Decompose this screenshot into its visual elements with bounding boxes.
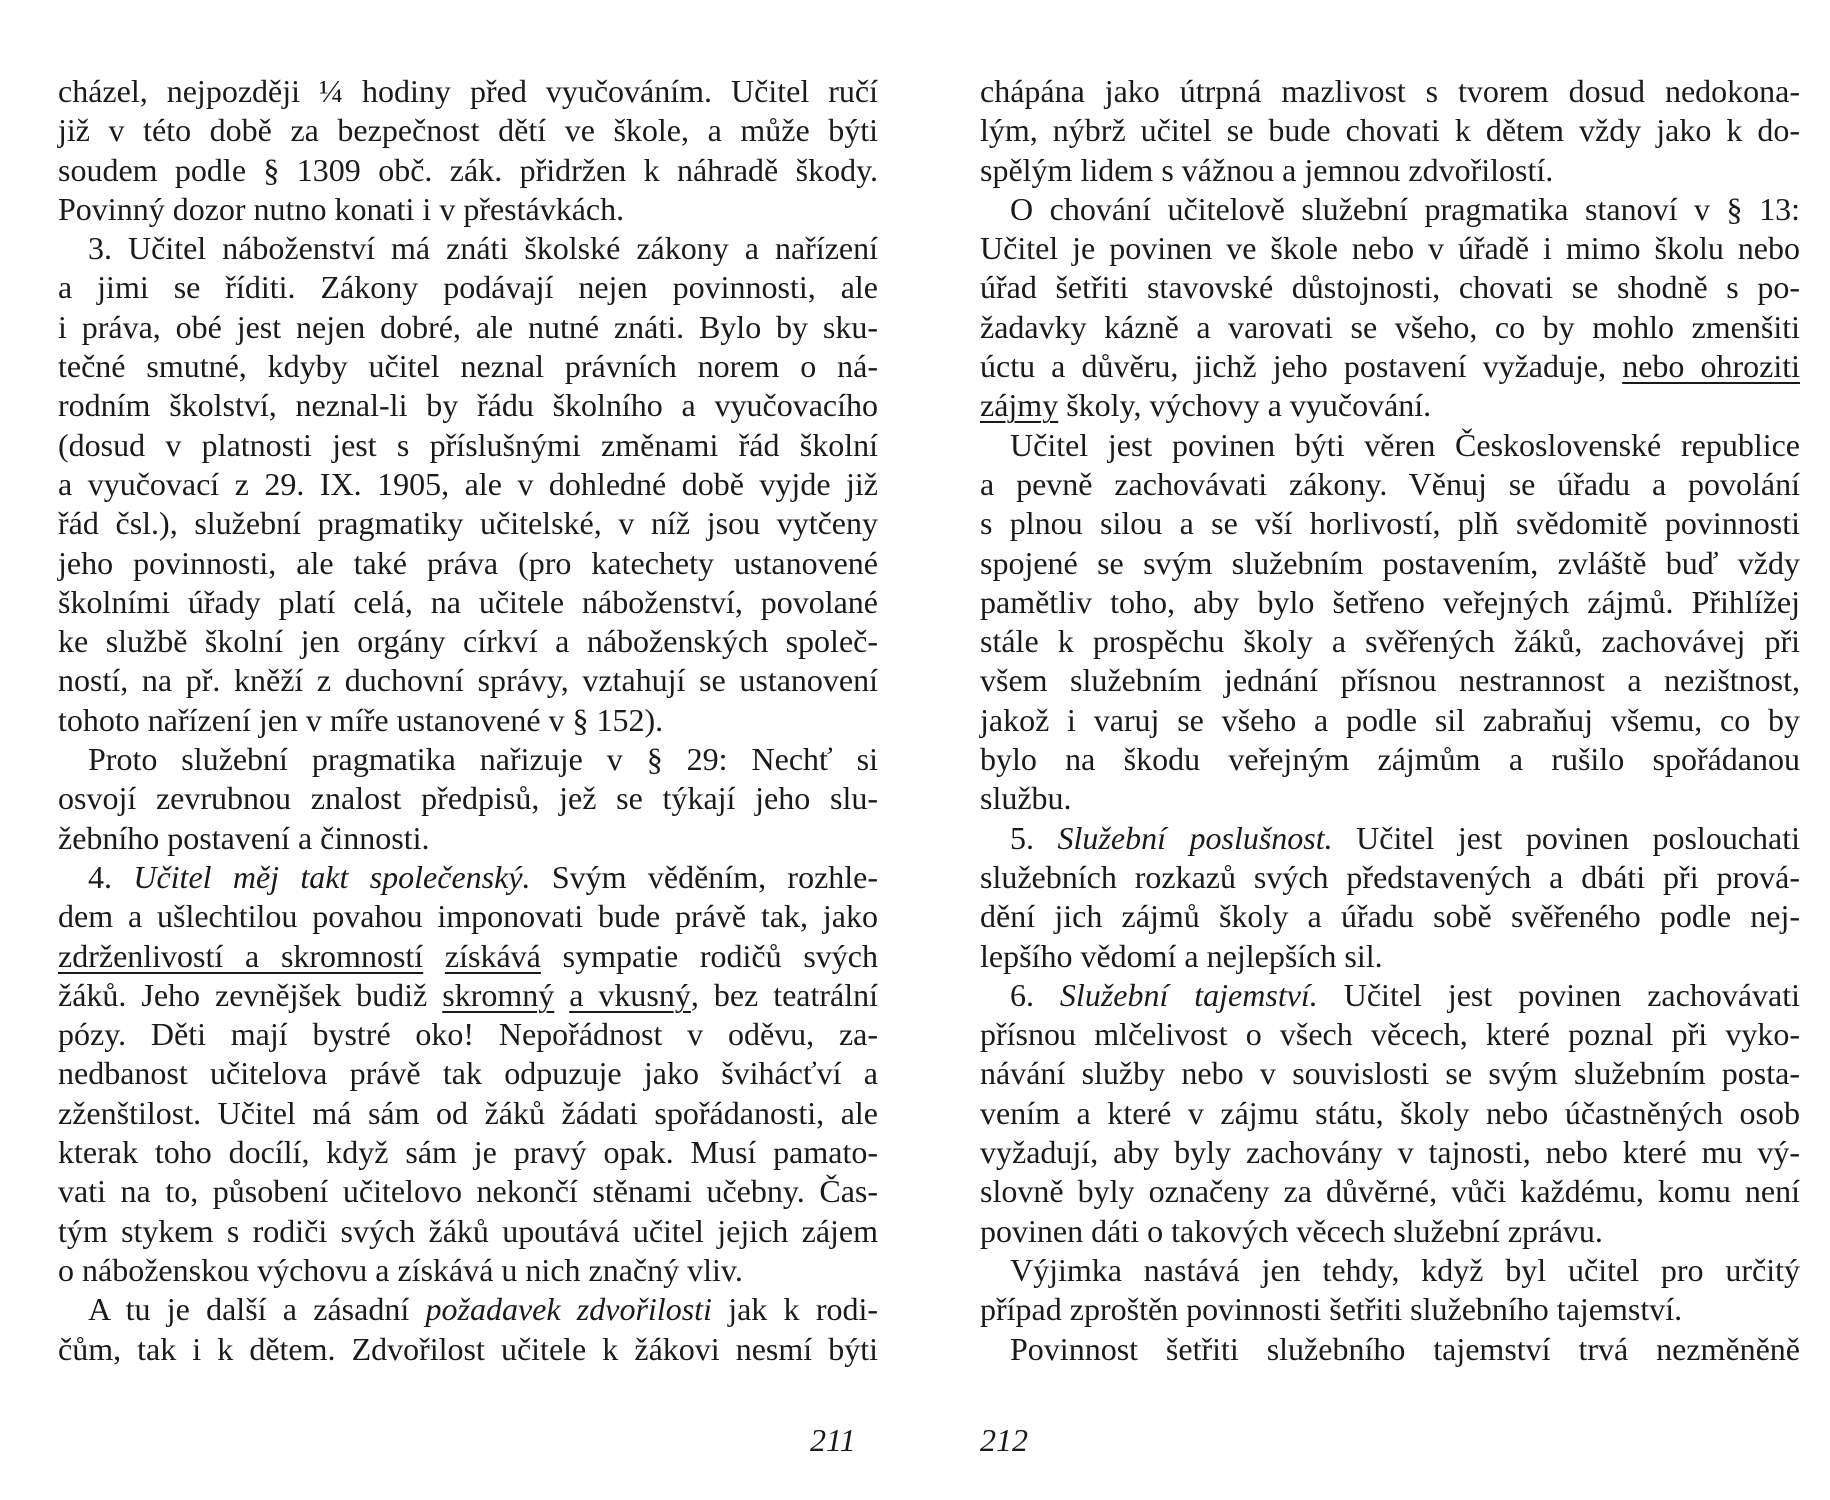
text-line: dění jich zájmů školy a úřadu sobě svěřeného podle nej- [980, 898, 1800, 935]
text-line: službu. [980, 780, 1072, 817]
text-segment: Učitel jest povinen poslouchati [1356, 819, 1801, 856]
text-line: jakož i varuj se všeho a podle sil zabraňuj všemu, co by [980, 701, 1800, 738]
section-heading: Služební tajemství. [1059, 976, 1318, 1013]
text-line: chápána jako útrpná mazlivost s tvorem dosud nedokona- [980, 73, 1800, 109]
text-line: pamětliv toho, aby bylo šetřeno veřejných zájmů. Přihlížej [980, 583, 1800, 620]
text-line: stále k prospěchu školy a svěřených žáků, zachovávej při [980, 623, 1800, 660]
page-number-left: 211 [810, 1422, 856, 1458]
text-line: vati na to, působení učitelovo nekončí stěnami učebny. Čas- [58, 1173, 878, 1210]
text-line: Povinný dozor nutno konati i v přestávkách. [58, 190, 625, 227]
page-number-right: 212 [980, 1422, 1028, 1458]
text-line: vením a které v zájmu státu, školy nebo účastněných osob [980, 1094, 1800, 1131]
underlined-text: získává [444, 937, 541, 974]
text-line: nedbanost učitelova právě tak odpuzuje jako švihácťví a [58, 1055, 878, 1092]
section-number: 5. [1010, 819, 1034, 856]
text-line: Učitel je povinen ve škole nebo v úřadě i mimo školu nebo [980, 230, 1800, 267]
text-line: bylo na škodu veřejným zájmům a rušilo spořádanou [980, 741, 1800, 778]
text-line: spělým lidem s vážnou a jemnou zdvořilostí. [980, 151, 1554, 188]
text-line [980, 976, 1800, 1015]
text-line [58, 858, 878, 897]
text-line: (dosud v platnosti jest s příslušnými změnami řád školní [58, 426, 878, 463]
underlined-text: a vkusný [569, 976, 691, 1013]
text-line: případ zproštěn povinnosti šetřiti služebního tajemství. [980, 1291, 1683, 1328]
text-line: 3. Učitel náboženství má znáti školské zákony a nařízení [88, 230, 878, 267]
text-line: o náboženskou výchovu a získává u nich značný vliv. [58, 1251, 743, 1288]
underlined-text: nebo ohroziti [1622, 348, 1801, 385]
text-line: tohoto nařízení jen v míře ustanovené v § 152). [58, 701, 664, 738]
text-line: čům, tak i k dětem. Zdvořilost učitele k žákovi nesmí býti [58, 1330, 878, 1367]
text-segment: jak k rodi- [728, 1291, 879, 1328]
text-segment: sympatie rodičů svých [562, 937, 879, 974]
text-line: všem služebním jednání přísnou nestrannost a nezištnost, [980, 662, 1800, 699]
book-spine [915, 0, 916, 1500]
text-line [980, 386, 1800, 425]
text-line: vyžadují, aby byly zachovány v tajnosti, nebo které mu vý- [980, 1134, 1800, 1171]
underlined-text: zdrženlivostí a skromností [58, 937, 424, 974]
left-page [58, 72, 878, 1369]
underlined-text: zájmy [980, 387, 1059, 424]
text-line: lepšího vědomí a nejlepších sil. [980, 937, 1383, 974]
text-segment: Učitel jest povinen zachovávati [1343, 976, 1801, 1013]
text-line: školními úřady platí celá, na učitele náboženství, povolané [58, 583, 878, 620]
text-line: a pevně zachovávati zákony. Věnuj se úřadu a povolání [980, 465, 1800, 502]
section-number: 6. [1010, 976, 1034, 1013]
text-line: s plnou silou a se vší horlivostí, plň svědomitě povinnosti [980, 505, 1800, 542]
text-line: lým, nýbrž učitel se bude chovati k dětem vždy jako k do- [980, 112, 1800, 149]
text-line: služebních rozkazů svých představených a dbáti při prová- [980, 858, 1800, 895]
text-line: dem a ušlechtilou povahou imponovati bude právě tak, jako [58, 898, 878, 935]
text-line: i práva, obé jest nejen dobré, ale nutné znáti. Bylo by sku- [58, 308, 878, 345]
text-line: spojené se svým služebním postavením, zvláště buď vždy [980, 544, 1800, 581]
text-line [58, 1290, 878, 1329]
text-line [980, 819, 1800, 858]
text-segment: školy, výchovy a vyučování. [1066, 387, 1432, 424]
text-line [58, 937, 878, 976]
text-segment: A tu je další a zásadní [88, 1291, 410, 1328]
text-line: O chování učitelově služební pragmatika stanoví v § 13: [1010, 190, 1800, 227]
text-line: a jimi se říditi. Zákony podávají nejen povinnosti, ale [58, 269, 878, 306]
text-line: žadavky kázně a varovati se všeho, co by mohlo zmenšiti [980, 308, 1800, 345]
text-line: ností, na př. kněží z duchovní správy, vztahují se ustanovení [58, 662, 878, 699]
section-heading: Služební poslušnost. [1057, 819, 1333, 856]
text-line: rodním školství, neznal-li by řádu školního a vyučovacího [58, 387, 878, 424]
section-number: 4. [88, 858, 112, 895]
text-line: Proto služební pragmatika nařizuje v § 29: Nechť si [88, 741, 878, 778]
text-segment: žáků. Jeho zevnějšek budiž [58, 976, 428, 1013]
text-line: ke službě školní jen orgány církví a náboženských společ- [58, 623, 878, 660]
text-line: řád čsl.), služební pragmatiky učitelské, v níž jsou vytčeny [58, 505, 878, 542]
text-line: přísnou mlčelivost o všech věcech, které poznal při vyko- [980, 1016, 1800, 1053]
text-segment: , bez teatrální [690, 976, 879, 1013]
text-line [980, 347, 1800, 386]
text-line: již v této době za bezpečnost dětí ve škole, a může býti [58, 112, 878, 149]
text-line: a vyučovací z 29. IX. 1905, ale v dohledné době vyjde již [58, 465, 878, 502]
text-line: cházel, nejpozději ¼ hodiny před vyučováním. Učitel ručí [58, 73, 878, 109]
underlined-text: skromný [442, 976, 555, 1013]
text-line [58, 976, 878, 1015]
text-line: soudem podle § 1309 obč. zák. přidržen k náhradě škody. [58, 151, 878, 188]
text-line: osvojí zevrubnou znalost předpisů, jež se týkají jeho slu- [58, 780, 878, 817]
text-line: Učitel jest povinen býti věren Československé republice [1010, 426, 1800, 463]
text-line: jeho povinnosti, ale také práva (pro katechety ustanovené [58, 544, 878, 581]
text-line: Povinnost šetřiti služebního tajemství trvá nezměněně [1010, 1330, 1800, 1367]
text-line: slovně byly označeny za důvěrné, vůči každému, komu není [980, 1173, 1800, 1210]
text-segment: úctu a důvěru, jichž jeho postavení vyžaduje, [980, 348, 1607, 385]
text-line: zženštilost. Učitel má sám od žáků žádati spořádanosti, ale [58, 1094, 878, 1131]
text-line: tečné smutné, kdyby učitel neznal právních norem o ná- [58, 348, 878, 385]
right-page [980, 72, 1800, 1369]
text-line: tým stykem s rodiči svých žáků upoutává učitel jejich zájem [58, 1212, 878, 1249]
emphasis-text: požadavek zdvořilosti [425, 1291, 712, 1328]
text-line: Výjimka nastává jen tehdy, když byl učitel pro určitý [1010, 1251, 1800, 1288]
text-line: úřad šetřiti stavovské důstojnosti, chovati se shodně s po- [980, 269, 1800, 306]
section-heading: Učitel měj takt společenský. [133, 858, 531, 895]
text-line: povinen dáti o takových věcech služební zprávu. [980, 1212, 1603, 1249]
text-segment: Svým věděním, rozhle- [551, 858, 879, 895]
text-line: návání služby nebo v souvislosti se svým služebním posta- [980, 1055, 1800, 1092]
text-line: pózy. Děti mají bystré oko! Nepořádnost v oděvu, za- [58, 1016, 878, 1053]
text-line: kterak toho docílí, když sám je pravý opak. Musí pamato- [58, 1134, 878, 1171]
text-line: žebního postavení a činnosti. [58, 819, 430, 856]
